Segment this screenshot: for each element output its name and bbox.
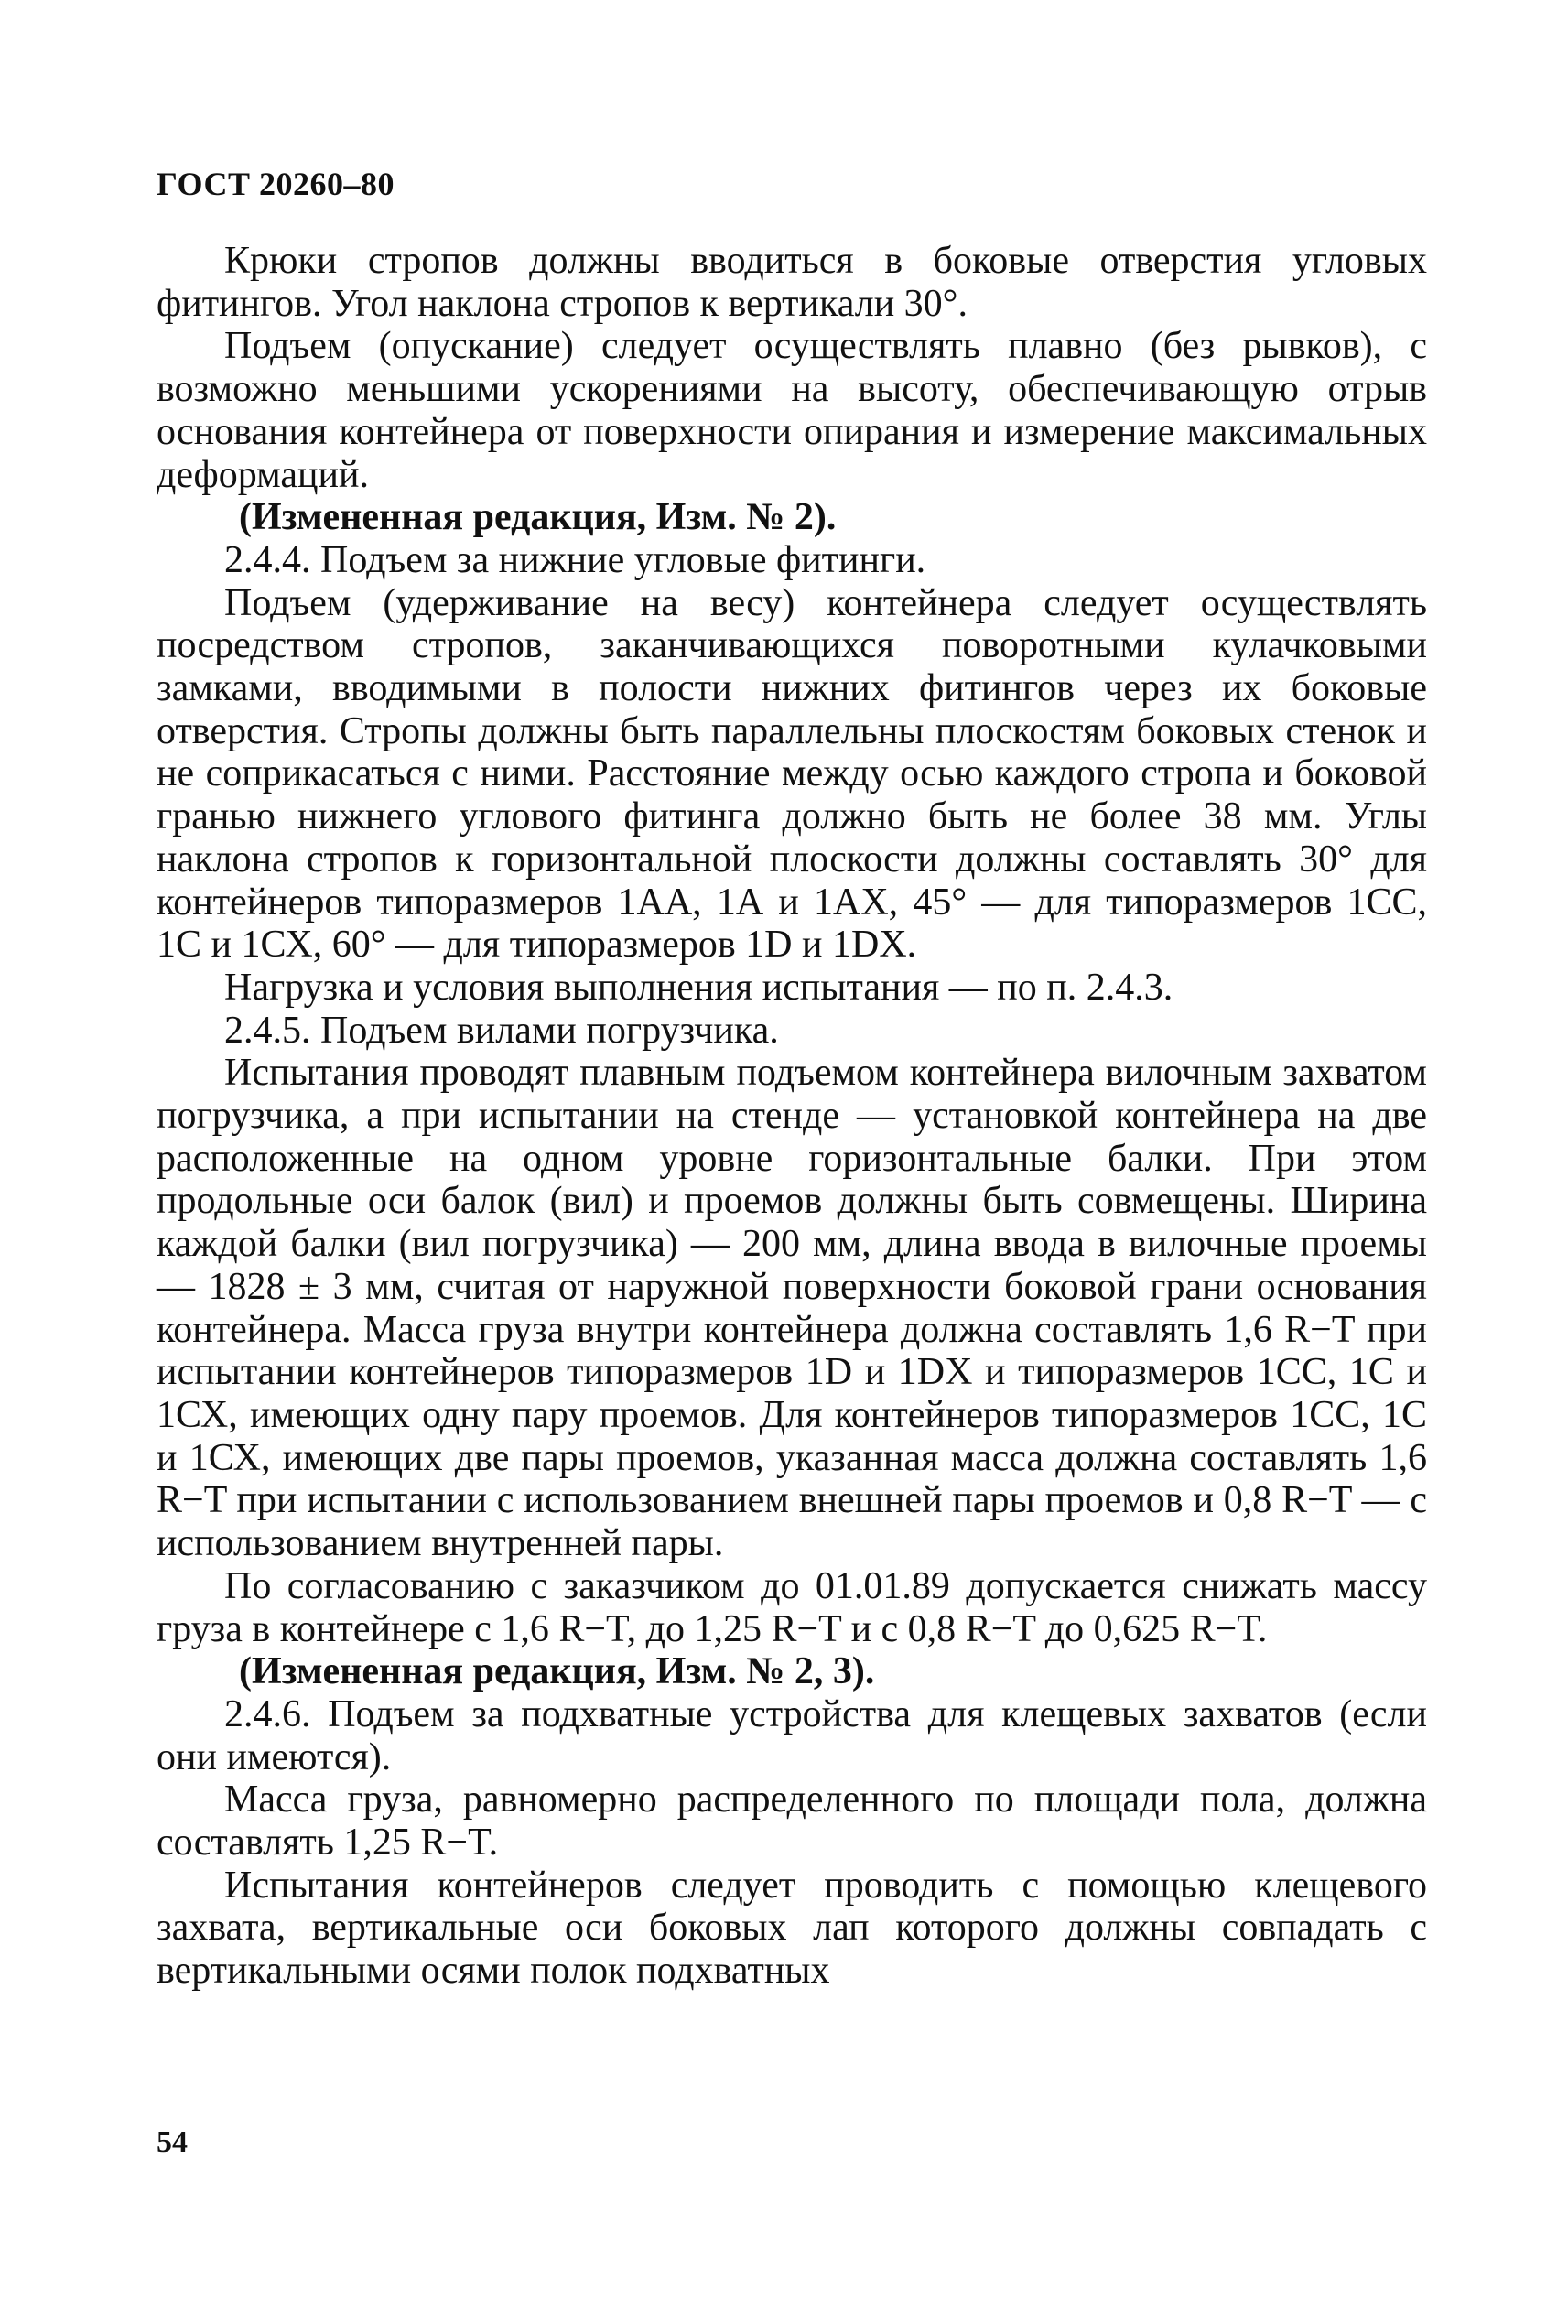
page-number: 54 <box>157 2125 188 2159</box>
paragraph: Испытания контейнеров следует проводить с помощью клещевого захвата, вертикальные оси боковых лап которого должны совпадать с вертикальными осями полок подхватных <box>157 1864 1427 1993</box>
paragraph: Испытания проводят плавным подъемом контейнера вилочным захватом погрузчика, а при испытании на стенде — установкой контейнера на две расположенные на одном уровне горизонтальные балки. При этом продольные оси балок (вил) и проемов должны быть совмещены. Ширина каждой балки (вил погрузчика) — 200 мм, длина ввода в вилочные проемы — 1828 ± 3 мм, считая от наружной поверхности боковой грани основания контейнера. Масса груза внутри контейнера должна составлять 1,6 R−T при испытании контейнеров типоразмеров 1D и 1DX и типоразмеров 1СС, 1С и 1СХ, имеющих одну пару проемов. Для контейнеров типоразмеров 1СС, 1С и 1СХ, имеющих две пары проемов, указанная масса должна составлять 1,6 R−T при испытании с использованием внешней пары проемов и 0,8 R−T — с использованием внутренней пары. <box>157 1052 1427 1565</box>
paragraph: Нагрузка и условия выполнения испытания — по п. 2.4.3. <box>224 966 1173 1009</box>
standard-header: ГОСТ 20260–80 <box>157 166 395 202</box>
revision-note: (Измененная редакция, Изм. № 2, 3). <box>239 1650 875 1693</box>
section-heading: 2.4.5. Подъем вилами погрузчика. <box>224 1009 779 1052</box>
revision-note: (Измененная редакция, Изм. № 2). <box>239 496 837 539</box>
body-text <box>157 240 1427 1993</box>
paragraph: Масса груза, равномерно распределенного по площади пола, должна составлять 1,25 R−T. <box>157 1778 1427 1865</box>
paragraph: Подъем (опускание) следует осуществлять плавно (без рывков), с возможно меньшими ускорениями на высоту, обеспечивающую отрыв основания контейнера от поверхности опирания и измерение максимальных деформаций. <box>157 325 1427 496</box>
paragraph: Подъем (удерживание на весу) контейнера следует осуществлять посредством стропов, заканчивающихся поворотными кулачковыми замками, вводимыми в полости нижних фитингов через их боковые отверстия. Стропы должны быть параллельны плоскостям боковых стенок и не соприкасаться с ними. Расстояние между осью каждого стропа и боковой гранью нижнего углового фитинга должно быть не более 38 мм. Углы наклона стропов к горизонтальной плоскости должны составлять 30° для контейнеров типоразмеров 1АА, 1А и 1АХ, 45° — для типоразмеров 1СС, 1С и 1СХ, 60° — для типоразмеров 1D и 1DX. <box>157 581 1427 967</box>
section-heading: 2.4.4. Подъем за нижние угловые фитинги. <box>224 538 926 581</box>
paragraph: По согласованию с заказчиком до 01.01.89 допускается снижать массу груза в контейнере с 1,6 R−T, до 1,25 R−T и с 0,8 R−T до 0,625 R−T. <box>157 1564 1427 1650</box>
section-heading: 2.4.6. Подъем за подхватные устройства для клещевых захватов (если они имеются). <box>157 1692 1427 1778</box>
paragraph: Крюки стропов должны вводиться в боковые отверстия угловых фитингов. Угол наклона стропов к вертикали 30°. <box>157 240 1427 325</box>
